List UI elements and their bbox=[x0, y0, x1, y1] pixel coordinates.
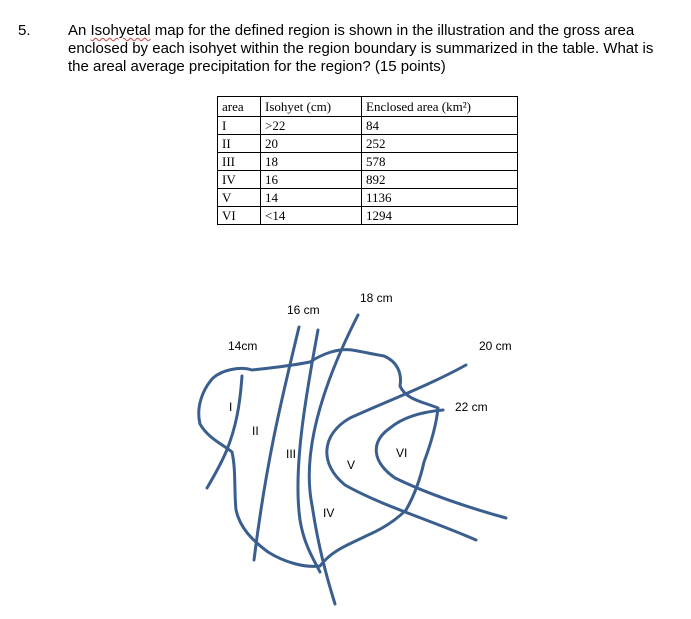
cell-enclosed-area: 252 bbox=[362, 135, 518, 153]
isohyet-label-16cm: 16 cm bbox=[287, 303, 320, 317]
area-label-iii: III bbox=[286, 447, 297, 461]
header-area: area bbox=[218, 97, 261, 117]
cell-isohyet: <14 bbox=[261, 207, 362, 225]
area-label-i: I bbox=[229, 400, 233, 414]
cell-isohyet: 14 bbox=[261, 189, 362, 207]
cell-enclosed-area: 1294 bbox=[362, 207, 518, 225]
cell-area: IV bbox=[218, 171, 261, 189]
question-text-start: An bbox=[68, 22, 91, 39]
cell-isohyet: >22 bbox=[261, 117, 362, 135]
header-enclosed-area: Enclosed area (km²) bbox=[362, 97, 518, 117]
question-number: 5. bbox=[18, 22, 31, 39]
cell-enclosed-area: 892 bbox=[362, 171, 518, 189]
isohyet-label-18cm: 18 cm bbox=[360, 291, 393, 305]
isohyet-label-14cm: 14cm bbox=[228, 339, 258, 353]
isohyet-22cm-line bbox=[376, 410, 506, 518]
cell-isohyet: 20 bbox=[261, 135, 362, 153]
cell-area: III bbox=[218, 153, 261, 171]
misspelled-word: Isohyetal bbox=[90, 22, 151, 39]
isohyet-label-22cm: 22 cm bbox=[455, 400, 488, 414]
cell-area: V bbox=[218, 189, 261, 207]
cell-area: II bbox=[218, 135, 261, 153]
cell-enclosed-area: 1136 bbox=[362, 189, 518, 207]
cell-area: I bbox=[218, 117, 261, 135]
area-label-ii: II bbox=[252, 424, 259, 438]
area-label-vi: VI bbox=[396, 446, 408, 460]
area-label-iv: IV bbox=[323, 506, 335, 520]
cell-area: VI bbox=[218, 207, 261, 225]
isohyet-16cm-line-a bbox=[254, 327, 299, 560]
isohyet-label-20cm: 20 cm bbox=[479, 339, 512, 353]
cell-isohyet: 18 bbox=[261, 153, 362, 171]
isohyet-14cm-line bbox=[207, 376, 242, 488]
question-text-end: map for the defined region is shown in the illustration and the gross area enclosed by each isohyet within the region boundary is summarized in the table. What is the areal average precipitation for the region? (15 points) bbox=[68, 22, 654, 75]
cell-enclosed-area: 578 bbox=[362, 153, 518, 171]
cell-enclosed-area: 84 bbox=[362, 117, 518, 135]
cell-isohyet: 16 bbox=[261, 171, 362, 189]
area-label-v: V bbox=[347, 458, 356, 472]
header-isohyet: Isohyet (cm) bbox=[261, 97, 362, 117]
